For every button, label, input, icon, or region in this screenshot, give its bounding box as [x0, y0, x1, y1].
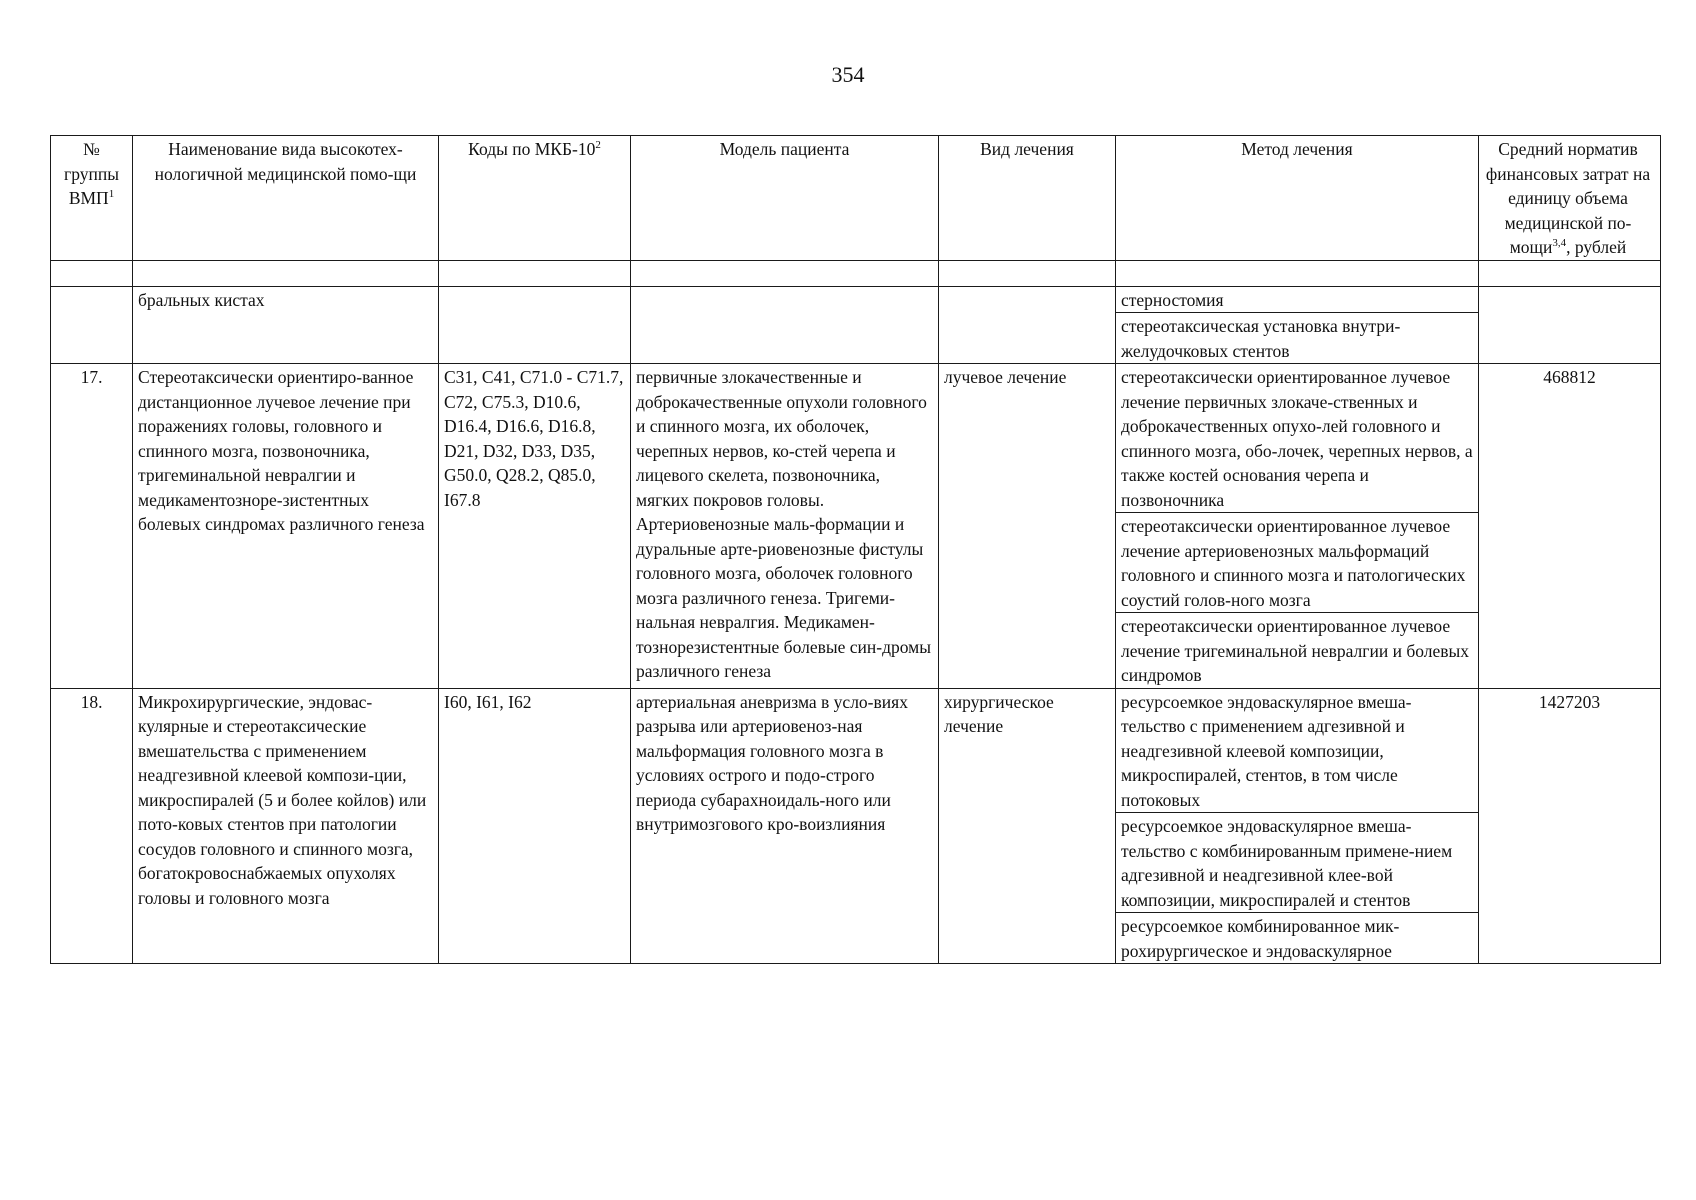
- header-name: Наименование вида высокотех-нологичной медицинской помо-щи: [133, 136, 439, 261]
- method-item: стереотаксическая установка внутри-желудочковых стентов: [1121, 316, 1401, 361]
- header-cost: Средний норматив финансовых затрат на единицу объема медицинской по-мощи$^{3,4}$, рублей: [1479, 136, 1661, 261]
- vmp-table: [50, 135, 1661, 964]
- header-group-no: № группы ВМП$^1$: [51, 136, 133, 261]
- method-item: ресурсоемкое эндоваскулярное вмеша-тельство с применением адгезивной и неадгезивной клеевой композиции, микроспиралей, стентов, в том числе потоковых: [1116, 689, 1478, 814]
- method-item: стереотаксически ориентированное лучевое лечение артериовенозных мальформаций головного и спинного мозга и патологических соустий голов-ного мозга: [1116, 513, 1478, 613]
- method-item: стереотаксически ориентированное лучевое лечение первичных злокаче-ственных и доброкачественных опухо-лей головного и спинного мозга, обо-лочек, черепных нервов, а также костей основания черепа и позвоночника: [1116, 364, 1478, 513]
- table-row: [51, 364, 1661, 689]
- page-number: 354: [831, 62, 865, 87]
- method-item: ресурсоемкое эндоваскулярное вмеша-тельство с комбинированным примене-нием адгезивной и неадгезивной клее-вой композиции, микроспиралей и стентов: [1116, 813, 1478, 913]
- method-item: стерностомия: [1116, 287, 1478, 314]
- row-number: 18.: [51, 688, 133, 964]
- row-name: бральных кистах: [133, 286, 439, 364]
- header-codes: Коды по МКБ-$10^2$: [439, 136, 631, 261]
- row-codes: I60, I61, I62: [439, 688, 631, 964]
- row-treatment: лучевое лечение: [939, 364, 1116, 689]
- row-cost: 1427203: [1479, 688, 1661, 964]
- row-cost: 468812: [1479, 364, 1661, 689]
- row-model: первичные злокачественные и доброкачественные опухоли головного и спинного мозга, их оболочек, черепных нервов, ко-стей черепа и лицевого скелета, позвоночника, мягких покровов головы. Артериовенозные маль-формации и дуральные арте-риовенозные фистулы головного мозга, оболочек головного мозга различного генеза. Тригеми-нальная невралгия. Медикамен-тознорезистентные болевые син-дромы различного генеза: [631, 364, 939, 689]
- header-treatment-type: Вид лечения: [939, 136, 1116, 261]
- row-codes: C31, C41, C71.0 - C71.7, C72, C75.3, D10.6, D16.4, D16.6, D16.8, D21, D32, D33, D35, G50.0, Q28.2, Q85.0, I67.8: [439, 364, 631, 689]
- row-methods: [1116, 286, 1479, 364]
- row-cost: [1479, 286, 1661, 364]
- row-methods: [1116, 364, 1479, 689]
- header-row: [51, 136, 1661, 261]
- row-number: 17.: [51, 364, 133, 689]
- method-item: стереотаксически ориентированное лучевое лечение тригеминальной невралгии и болевых синдромов: [1121, 616, 1470, 685]
- header-method: Метод лечения: [1116, 136, 1479, 261]
- row-methods: [1116, 688, 1479, 964]
- header-model: Модель пациента: [631, 136, 939, 261]
- row-model: артериальная аневризма в усло-виях разрыва или артериовеноз-ная мальформация головного мозга в условиях острого и подо-строго периода субарахноидаль-ного или внутримозгового кро-воизлияния: [631, 688, 939, 964]
- row-name: Микрохирургические, эндовас-кулярные и стереотаксические вмешательства с применением неадгезивной клеевой компози-ции, микроспиралей (5 и более койлов) или пото-ковых стентов при патологии сосудов головного и спинного мозга, богатокровоснабжаемых опухолях головы и головного мозга: [133, 688, 439, 964]
- row-name: Стереотаксически ориентиро-ванное дистанционное лучевое лечение при поражениях головы, головного и спинного мозга, позвоночника, тригеминальной невралгии и медикаментозноре-зистентных болевых синдромах различного генеза: [133, 364, 439, 689]
- blank-row: [51, 260, 1661, 286]
- table-row: [51, 286, 1661, 364]
- row-treatment: хирургическое лечение: [939, 688, 1116, 964]
- row-treatment: [939, 286, 1116, 364]
- row-number: [51, 286, 133, 364]
- row-codes: [439, 286, 631, 364]
- table-row: [51, 688, 1661, 964]
- row-model: [631, 286, 939, 364]
- method-item: ресурсоемкое комбинированное мик-рохирургическое и эндоваскулярное: [1121, 916, 1400, 961]
